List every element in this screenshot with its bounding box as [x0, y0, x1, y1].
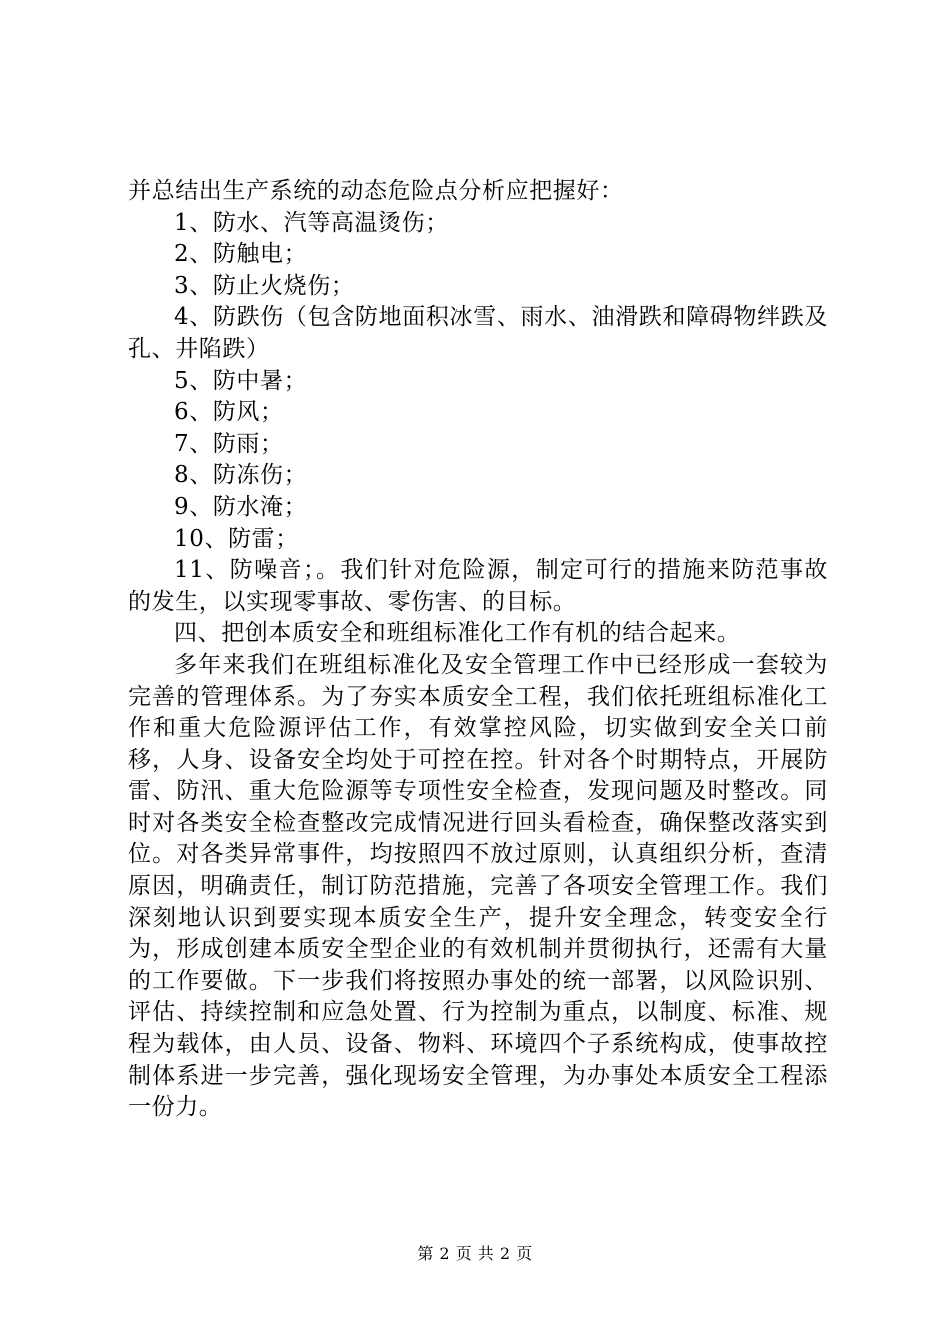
list-item-8: 8、防冻伤； — [174, 462, 308, 489]
list-item-9: 9、防水淹； — [174, 493, 308, 520]
paragraph-intro: 并总结出生产系统的动态危险点分析应把握好： — [128, 178, 624, 204]
paragraph-body: 多年来我们在班组标准化及安全管理工作中已经形成一套较为完善的管理体系。为了夯实本质安全工程，我们依托班组标准化工作和重大危险源评估工作，有效掌控风险，切实做到安全关口前移，人身、设备安全均处于可控在控。针对各个时期特点，开展防雷、防汛、重大危险源等专项性安全检查，发现问题及时整改。同时对各类安全检查整改完成情况进行回头看检查，确保整改落实到位。对各类异常事件，均按照四不放过原则，认真组织分析，查清原因，明确责任，制订防范措施，完善了各项安全管理工作。我们深刻地认识到要实现本质安全生产，提升安全理念，转变安全行为，形成创建本质安全型企业的有效机制并贯彻执行，还需有大量的工作要做。下一步我们将按照办事处的统一部署，以风险识别、评估、持续控制和应急处置、行为控制为重点，以制度、标准、规程为载体，由人员、设备、物料、环境四个子系统构成，使事故控制体系进一步完善，强化现场安全管理，为办事处本质安全工程添一份力。 — [128, 651, 828, 1121]
section-heading: 四、把创本质安全和班组标准化工作有机的结合起来。 — [174, 620, 741, 647]
list-item-3: 3、防止火烧伤； — [174, 272, 355, 299]
list-item-4: 4、防跌伤（包含防地面积冰雪、雨水、油滑跌和障碍物绊跌及孔、井陷跌） — [128, 304, 828, 362]
page-footer: 第 2 页 共 2 页 — [417, 1244, 533, 1263]
list-item-10: 10、防雷； — [174, 525, 299, 552]
list-item-1: 1、防水、汽等高温烫伤； — [174, 209, 449, 236]
document-body — [128, 176, 828, 1124]
list-item-5: 5、防中暑； — [174, 367, 308, 394]
list-item-7: 7、防雨； — [174, 430, 284, 457]
list-item-11: 11、防噪音；。我们针对危险源，制定可行的措施来防范事故的发生，以实现零事故、零伤害、的目标。 — [128, 557, 828, 615]
list-item-6: 6、防风； — [174, 399, 284, 426]
list-item-2: 2、防触电； — [174, 241, 308, 268]
